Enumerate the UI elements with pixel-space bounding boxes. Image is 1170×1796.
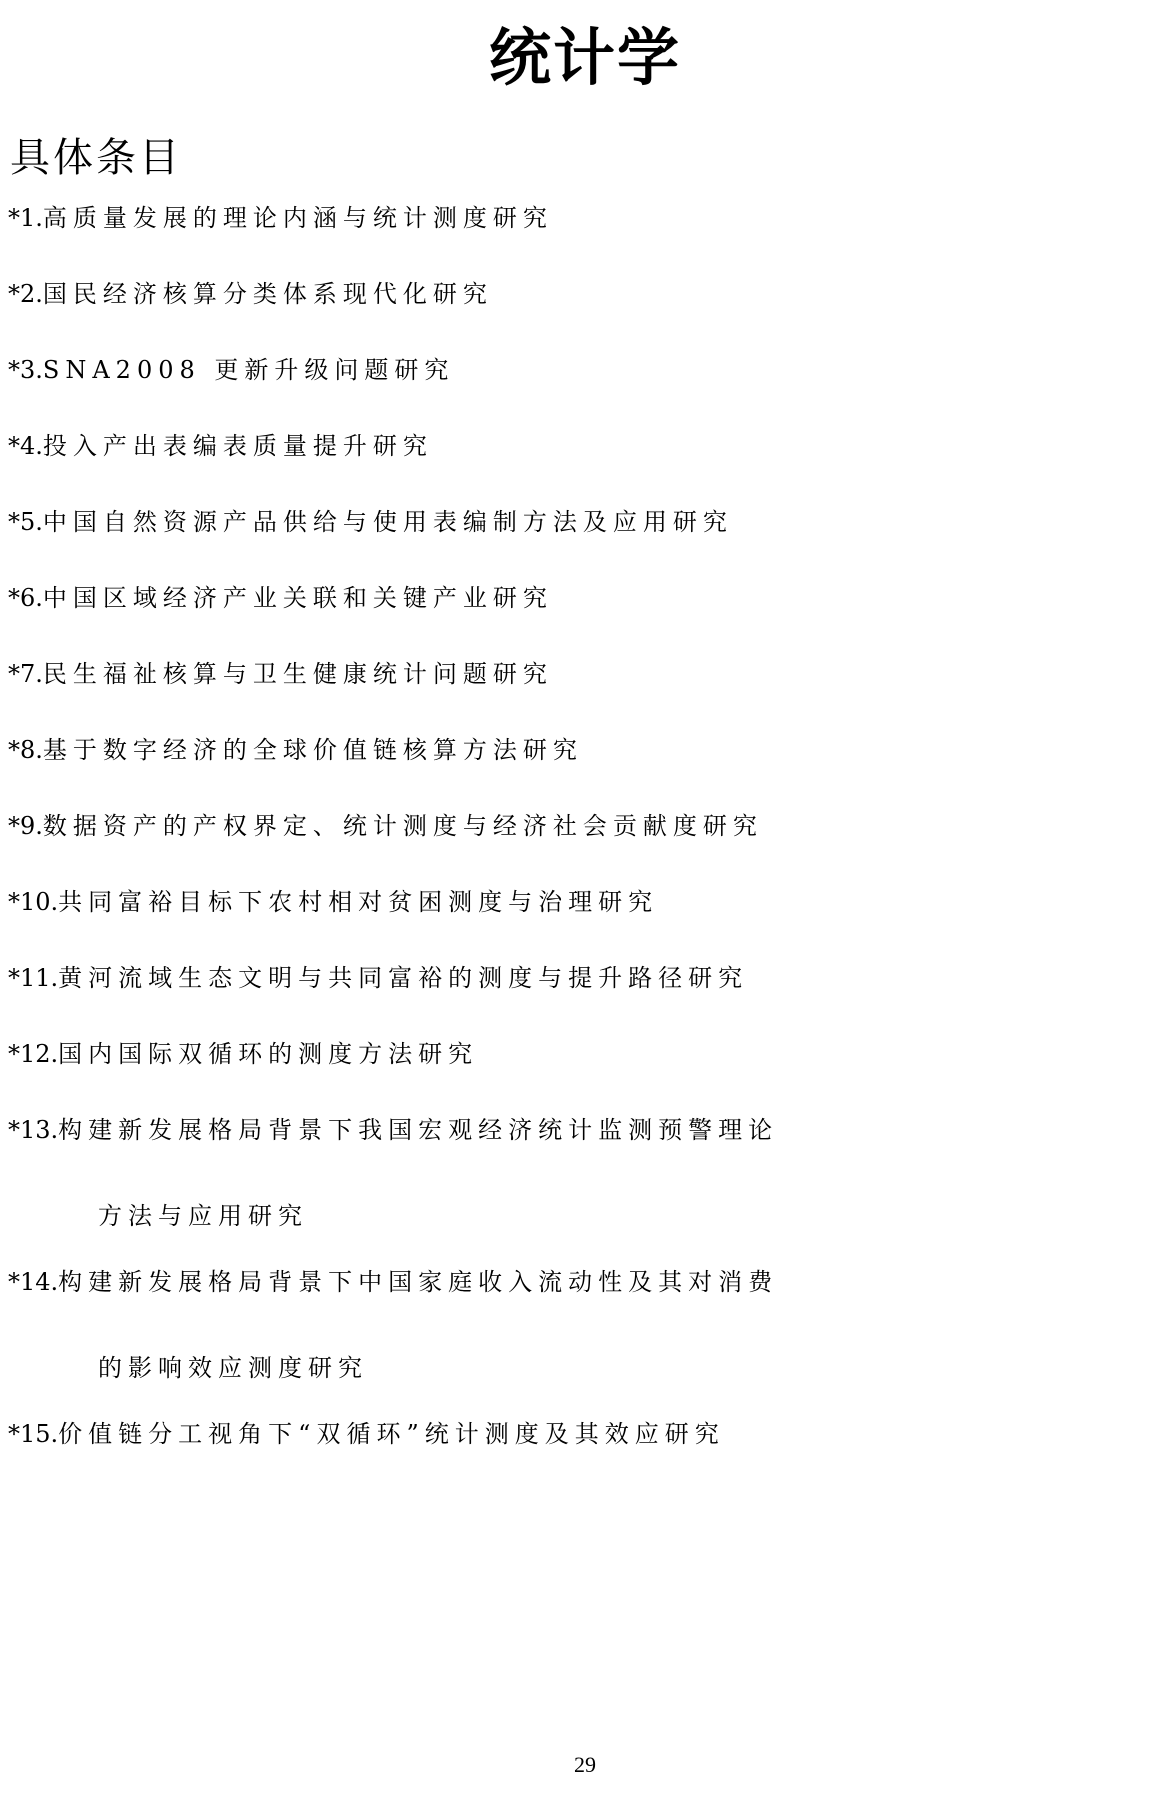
item-number: 14.	[20, 1268, 59, 1296]
list-item	[8, 416, 1168, 476]
item-number: 1.	[20, 204, 43, 232]
list-item	[8, 568, 1168, 628]
item-asterisk: *	[8, 204, 20, 232]
item-text: 构建新发展格局背景下中国家庭收入流动性及其对消费	[58, 1268, 779, 1296]
list-item	[8, 644, 1168, 704]
list-item	[8, 340, 1168, 400]
item-text-continuation: 的影响效应测度研究	[98, 1354, 368, 1382]
list-item	[8, 188, 1168, 248]
list-item	[8, 264, 1168, 324]
page-title: 统计学	[488, 21, 681, 94]
item-asterisk: *	[8, 888, 20, 916]
item-asterisk: *	[8, 660, 20, 688]
list-item	[8, 948, 1168, 1008]
item-number: 2.	[20, 280, 43, 308]
item-text: SNA2008 更新升级问题研究	[42, 356, 455, 384]
item-text: 构建新发展格局背景下我国宏观经济统计监测预警理论	[58, 1116, 779, 1144]
list-item	[8, 720, 1168, 780]
item-text: 国民经济核算分类体系现代化研究	[42, 280, 493, 308]
item-number: 6.	[20, 584, 43, 612]
item-asterisk: *	[8, 584, 20, 612]
list-item	[8, 1404, 1168, 1464]
item-number: 8.	[20, 736, 43, 764]
item-text: 中国自然资源产品供给与使用表编制方法及应用研究	[42, 508, 733, 536]
item-number: 11.	[20, 964, 59, 992]
item-text: 高质量发展的理论内涵与统计测度研究	[42, 204, 553, 232]
item-number: 4.	[20, 432, 43, 460]
item-asterisk: *	[8, 1040, 20, 1068]
item-number: 7.	[20, 660, 43, 688]
item-text: 共同富裕目标下农村相对贫困测度与治理研究	[58, 888, 659, 916]
item-text: 价值链分工视角下“双循环”统计测度及其效应研究	[58, 1420, 725, 1448]
item-text: 中国区域经济产业关联和关键产业研究	[42, 584, 553, 612]
item-asterisk: *	[8, 1420, 20, 1448]
list-item	[8, 796, 1168, 856]
item-asterisk: *	[8, 1268, 20, 1296]
item-asterisk: *	[8, 812, 20, 840]
item-number: 10.	[20, 888, 59, 916]
item-text: 国内国际双循环的测度方法研究	[58, 1040, 479, 1068]
item-asterisk: *	[8, 356, 20, 384]
item-text: 投入产出表编表质量提升研究	[42, 432, 433, 460]
item-asterisk: *	[8, 432, 20, 460]
item-asterisk: *	[8, 964, 20, 992]
list-item	[8, 872, 1168, 932]
item-text: 基于数字经济的全球价值链核算方法研究	[42, 736, 583, 764]
item-asterisk: *	[8, 1116, 20, 1144]
item-number: 12.	[20, 1040, 59, 1068]
item-asterisk: *	[8, 280, 20, 308]
item-number: 3.	[20, 356, 43, 384]
item-asterisk: *	[8, 508, 20, 536]
item-number: 15.	[20, 1420, 59, 1448]
item-text-continuation: 方法与应用研究	[98, 1202, 308, 1230]
item-text: 数据资产的产权界定、统计测度与经济社会贡献度研究	[42, 812, 763, 840]
item-text: 黄河流域生态文明与共同富裕的测度与提升路径研究	[58, 964, 749, 992]
list-item	[8, 1100, 1168, 1230]
section-heading: 具体条目	[10, 135, 182, 181]
page-number: 29	[574, 1752, 596, 1777]
item-number: 5.	[20, 508, 43, 536]
item-asterisk: *	[8, 736, 20, 764]
item-number: 13.	[20, 1116, 59, 1144]
item-number: 9.	[20, 812, 43, 840]
item-text: 民生福祉核算与卫生健康统计问题研究	[42, 660, 553, 688]
list-item	[8, 1024, 1168, 1084]
list-item	[8, 1252, 1168, 1382]
list-item	[8, 492, 1168, 552]
